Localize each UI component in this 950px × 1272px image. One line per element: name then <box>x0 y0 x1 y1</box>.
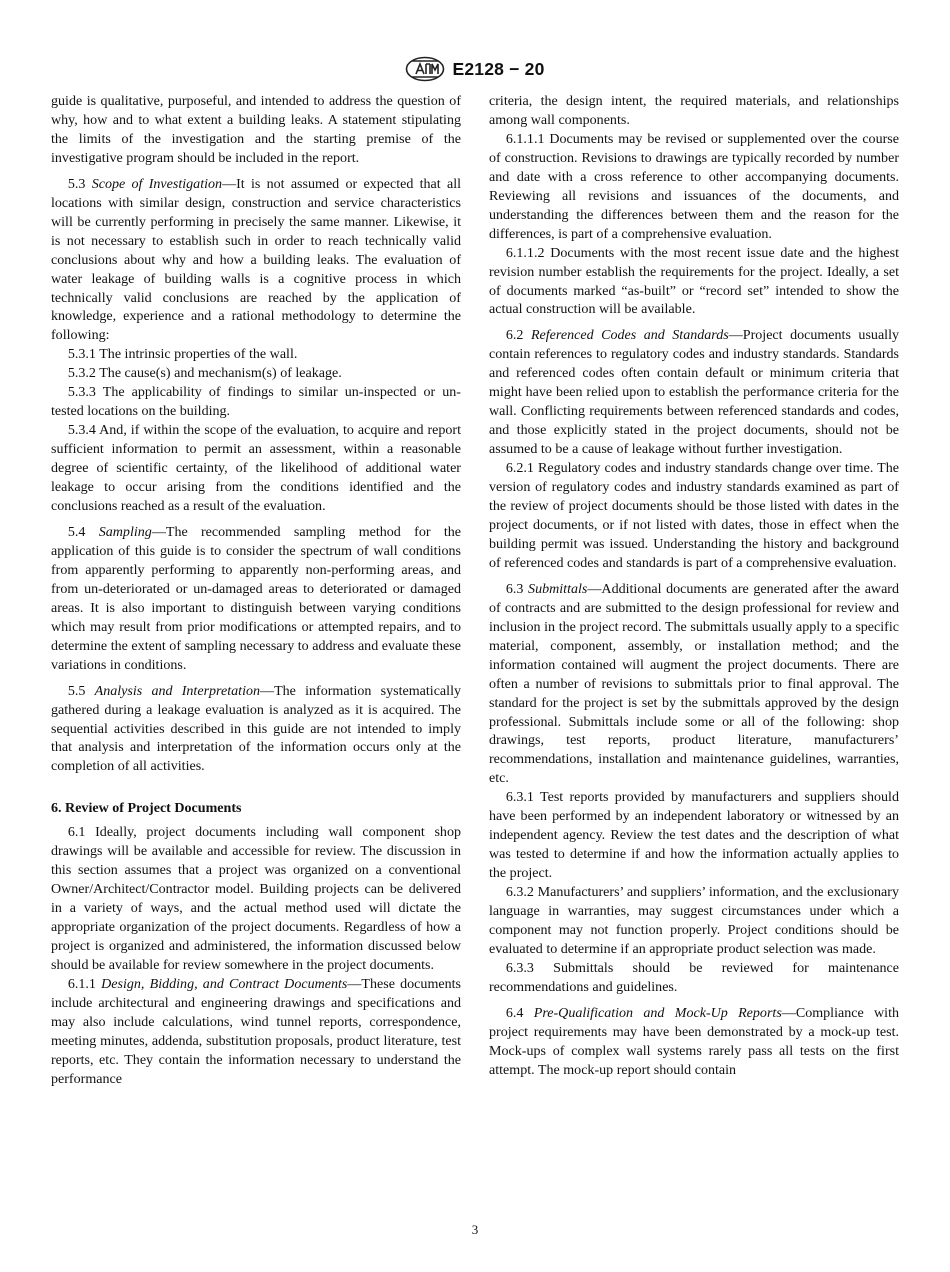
paragraph-continuation: guide is qualitative, purposeful, and intended to address the question of why, how and to what extent a building leaks. A statement stipulating the limits of the investigation and the starting premise of the investigative program should be included in the report. <box>51 93 461 166</box>
right-column <box>489 92 899 1080</box>
section-title: Referenced Codes and Standards <box>530 327 729 344</box>
section-6-1-1 <box>51 975 461 1089</box>
paragraph-continuation: criteria, the design intent, the required materials, and relationships among wall components. <box>489 93 899 128</box>
section-5-3-2: 5.3.2 The cause(s) and mechanism(s) of leakage. <box>67 365 342 382</box>
section-6-1-1-1: 6.1.1.1 Documents may be revised or supplemented over the course of construction. Revisions to drawings are typically recorded by number and date with a cross reference to other accompanying documents. Reviewing all revisions and issuances of the documents, and understanding the differences between them and the reason for the differences, is part of a comprehensive evaluation. <box>489 130 899 242</box>
section-6-3-3: 6.3.3 Submittals should be reviewed for maintenance recommendations and guidelines. <box>489 959 899 995</box>
section-6-3 <box>489 580 899 788</box>
section-heading-6: 6. Review of Project Documents <box>51 800 242 817</box>
section-text: —The recommended sampling method for the application of this guide is to consider the spectrum of wall conditions from apparently performing to apparently non-performing areas, and from un-deteriorated or un-damaged areas to deteriorated or damaged areas. It is also important to distinguish between varying conditions which may result from prior modifications or attempted repairs, and to determine the extent of sampling necessary to address and evaluate these variations in conditions. <box>51 523 461 673</box>
section-6-3-1: 6.3.1 Test reports provided by manufacturers and suppliers should have been performed by an independent laboratory or witnessed by an independent agency. Review the test dates and the description of what was tested to determine if and how the information actually applies to the project. <box>489 789 899 882</box>
section-number: 6.3 <box>505 580 524 597</box>
section-title: Design, Bidding, and Contract Documents <box>101 975 348 992</box>
section-text: —Additional documents are generated after the award of contracts and are submitted to the design professional for review and inclusion in the project record. The submittals usually apply to a specific material, component, assembly, or installation method; and the information contained will augment the project documents. There are often a number of revisions to submittals prior to final approval. The standard for the project is set by the submittals approved by the design professional. Submittals include some or all of the following: shop drawings, test reports, product literature, manufacturers’ recommendations, installation and maintenance guidelines, warranties, etc. <box>489 580 900 787</box>
section-5-5 <box>51 682 461 777</box>
section-5-3 <box>51 175 461 346</box>
left-column <box>51 92 461 1089</box>
section-title: Analysis and Interpretation <box>94 682 261 699</box>
section-number: 5.3 <box>67 175 86 192</box>
astm-logo <box>405 56 445 82</box>
section-text: —Compliance with project requirements may have been demonstrated by a mock-up test. Mock-ups of complex wall systems rarely pass all tests on the first attempt. The mock-up report should contain <box>489 1004 899 1078</box>
section-5-3-1: 5.3.1 The intrinsic properties of the wall. <box>67 346 298 363</box>
section-6-1-1-2: 6.1.1.2 Documents with the most recent issue date and the highest revision number establish the requirements for the project. Ideally, a set of documents marked “as-built” or “record set” intended to show the actual construction will be available. <box>489 244 899 318</box>
section-title: Submittals <box>528 580 588 597</box>
section-6-3-2: 6.3.2 Manufacturers’ and suppliers’ information, and the exclusionary language in warranties, may suggest circumstances under which a component may not function properly. Project conditions should be evaluated to determine if an appropriate product selection was made. <box>489 884 899 957</box>
section-title: Pre-Qualification and Mock-Up Reports <box>533 1004 782 1021</box>
section-number: 6.1.1 <box>67 975 96 992</box>
section-5-3-4: 5.3.4 And, if within the scope of the evaluation, to acquire and report sufficient information to permit an assessment, within a reasonable degree of scientific certainty, of the likelihood of additional water leakage to occur arising from the conditions identified and the conclusions reached as a result of the evaluation. <box>51 422 461 515</box>
document-designation: E2128 − 20 <box>452 58 545 79</box>
section-number: 6.2 <box>505 327 524 344</box>
section-number: 6.4 <box>505 1004 524 1021</box>
page-header <box>0 56 950 82</box>
section-number: 5.5 <box>67 682 86 699</box>
section-6-4 <box>489 1004 899 1080</box>
section-title: Sampling <box>98 523 152 540</box>
section-6-1: 6.1 Ideally, project documents including wall component shop drawings will be available and accessible for review. The discussion in this section assumes that a project was organized on a conventional Owner/Architect/Contractor model. Building projects can be delivered in a variety of ways, and the actual method used will dictate the appropriate organization of the project documents. Regardless of how a project is organized and administered, the information discussed below should be available for review somewhere in the project documents. <box>51 824 461 973</box>
section-5-3-3: 5.3.3 The applicability of findings to similar un-inspected or un-tested locations on the building. <box>51 384 461 420</box>
section-text: —These documents include architectural and engineering drawings and specifications and may also include calculations, wind tunnel reports, correspondence, meeting minutes, addenda, substitution proposals, product literature, test reports, etc. They contain the information necessary to understand the performance <box>51 975 461 1087</box>
page-number: 3 <box>471 1222 479 1237</box>
section-text: —It is not assumed or expected that all locations with similar design, construction and service characteristics will be currently performing in precisely the same manner. Likewise, it is not necessary to establish such in order to reach technically valid conclusions about why and how a building leaks. The evaluation of water leakage of building walls is a cognitive process in which technically valid conclusions are reached by the application of knowledge, experience and a rational methodology to determine the following: <box>51 175 461 344</box>
section-6-2 <box>489 326 899 459</box>
section-number: 5.4 <box>67 523 86 540</box>
section-5-4 <box>51 523 461 675</box>
section-text: —Project documents usually contain references to regulatory codes and industry standards. Standards and referenced codes often contain default or minimum criteria that might have been relied upon to establish the performance criteria for the wall. Conflicting requirements between referenced standards and codes, and those explicitly stated in the project documents, should not be assumed to be a cause of leakage without further investigation. <box>489 327 900 458</box>
section-6-2-1: 6.2.1 Regulatory codes and industry standards change over time. The version of regulatory codes and industry standards examined as part of the review of project documents should be those listed with dates in the project documents, or if not listed with dates, those in effect when the building permit was issued. Understanding the history and background of referenced codes and standards is part of a comprehensive evaluation. <box>489 460 899 571</box>
section-text: —The information systematically gathered during a leakage evaluation is analyzed as it is acquired. The sequential activities described in this guide are not intended to imply that analysis and interpretation of the information occurs only at the completion of all activities. <box>51 682 461 775</box>
section-title: Scope of Investigation <box>91 175 223 192</box>
